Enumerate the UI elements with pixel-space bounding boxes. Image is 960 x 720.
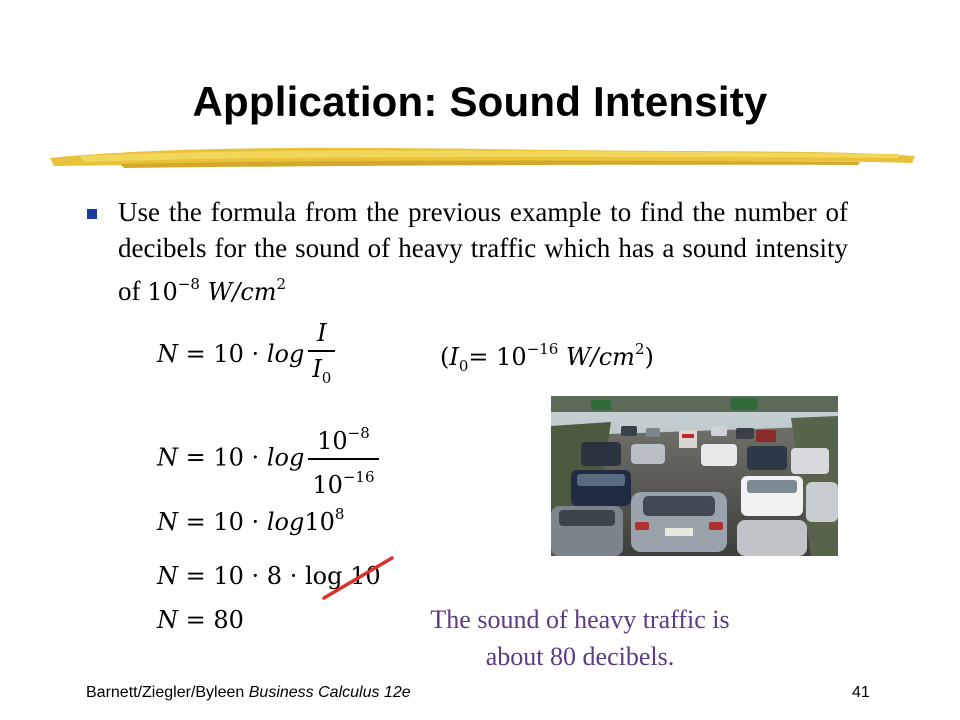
equation-2: N = 10 · log $\frac{10^{-8}}{10^{-16}}$	[157, 418, 379, 500]
bullet-paragraph	[118, 194, 848, 310]
title-underline-brush	[40, 136, 920, 176]
bullet-text: Use the formula from the previous example to find the number of decibels for the sound of heavy traffic which has a sound intensity of	[118, 197, 848, 306]
answer-line-2: about 80 decibels.	[485, 642, 675, 671]
footer-book-title: Business Calculus 12e	[248, 684, 411, 701]
fraction: $\frac{I}{I_0}$	[308, 318, 335, 393]
footer-authors: Barnett/Ziegler/Byleen	[86, 684, 249, 701]
traffic-photo	[551, 396, 838, 556]
answer-line-1: The sound of heavy traffic is	[430, 605, 730, 634]
equation-4: N = 10 · 8 · log 10	[157, 562, 381, 590]
fraction: $\frac{10^{-8}}{10^{-16}}$	[308, 418, 378, 500]
strike-through-mark	[320, 556, 400, 600]
equation-1: N = 10 · log $\frac{I}{I_0}$	[157, 318, 335, 393]
equation-5: N = 80	[157, 606, 244, 634]
bullet-intensity: $10^{-8}$ $W/cm^2$	[147, 275, 287, 306]
slide-title: Application: Sound Intensity	[192, 78, 768, 125]
footer-citation	[86, 684, 411, 702]
equation-3: $N = 10 \cdot \log 10^8$	[157, 505, 345, 536]
reference-intensity: ($I_0= 10^{-16}$ $W/cm^2$)	[440, 340, 654, 375]
answer-text	[380, 601, 780, 675]
page-number: 41	[852, 684, 870, 701]
bullet-square	[87, 209, 97, 219]
